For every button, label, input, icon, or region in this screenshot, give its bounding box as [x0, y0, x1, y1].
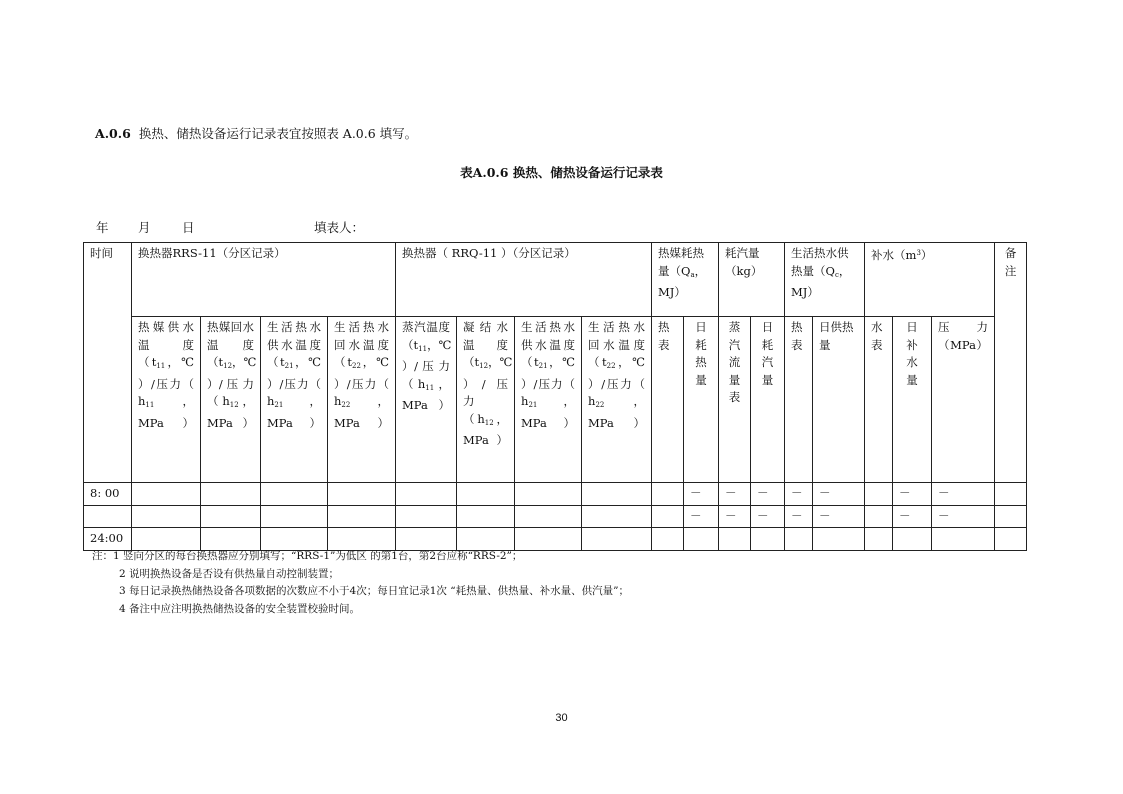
table-row [84, 528, 1027, 551]
header-heat-consumption: 热媒耗热量（$Q_a$，MJ） [652, 243, 719, 317]
row-time: 8: 00 [84, 483, 132, 506]
dash-cell: － [813, 505, 865, 528]
sub-steam-meter: 蒸汽流量表 [719, 317, 751, 483]
sub-pressure: 压 力（MPa） [932, 317, 995, 483]
sub-daily-makeup: 日补水量 [893, 317, 932, 483]
sub-daily-supply: 日供热量 [813, 317, 865, 483]
row-time: 24:00 [84, 528, 132, 551]
dash-cell: － [751, 483, 785, 506]
row-time [84, 505, 132, 528]
header-time: 时间 [84, 243, 132, 483]
header-remark: 备注 [995, 243, 1027, 483]
sub-daily-steam: 日耗汽量 [751, 317, 785, 483]
sub-heat-meter-1: 热表 [652, 317, 684, 483]
dash-cell: － [785, 505, 813, 528]
sub-rrq-condensate: 凝结水温度（$t_{12}$，℃ ）/ 压 力（$h_{12}$，MPa） [457, 317, 515, 483]
dash-cell: － [893, 483, 932, 506]
header-hot-water-supply: 生活热水供热量（$Q_c$，MJ） [785, 243, 865, 317]
dash-cell: － [932, 483, 995, 506]
dash-cell: － [719, 483, 751, 506]
dash-cell: － [893, 505, 932, 528]
page-number: 30 [555, 712, 568, 724]
dash-cell: － [684, 505, 719, 528]
record-table [83, 242, 1027, 551]
dash-cell: － [751, 505, 785, 528]
table-row [84, 483, 1027, 506]
sub-rrs-hot-supply: 生活热水供水温度（$t_{21}$，℃ ）/压力（ $h_{21}$，MPa） [261, 317, 328, 483]
header-makeup-water: 补水$(m^3)$ [865, 243, 995, 317]
sub-water-meter: 水表 [865, 317, 893, 483]
filler-label: 填表人： [314, 220, 365, 235]
dash-cell: － [785, 483, 813, 506]
dash-cell: － [932, 505, 995, 528]
table-row [84, 505, 1027, 528]
year-label: 年 [96, 220, 109, 235]
header-rrs: 换热器RRS-11（分区记录） [132, 243, 396, 317]
sub-rrs-hot-return: 生活热水回水温度（$t_{22}$，℃ ）/压力（ $h_{22}$，MPa） [328, 317, 396, 483]
dash-cell: － [684, 483, 719, 506]
dash-cell: － [719, 505, 751, 528]
month-label: 月 [138, 220, 151, 235]
sub-rrq-steam: 蒸汽温度（$t_{11}$，℃ ）/ 压 力（$h_{11}$，MPa） [396, 317, 457, 483]
header-rrq: 换热器（ RRQ-11 ）（分区记录） [396, 243, 652, 317]
section-number: A.0.6 [95, 126, 131, 141]
table-notes [92, 548, 629, 618]
header-steam-consumption: 耗汽量（kg） [719, 243, 785, 317]
table-title: 表A.0.6 换热、储热设备运行记录表 [460, 165, 663, 180]
sub-heat-meter-2: 热表 [785, 317, 813, 483]
note-3: 3 每日记录换热储热设备各项数据的次数应不小于4次；每日宜记录1次 “耗热量、供热量、补水量、供汽量”； [119, 585, 629, 597]
sub-daily-heat: 日耗热量 [684, 317, 719, 483]
note-1: 注：1 竖向分区的每台换热器应分别填写；“RRS-1”为低区 的第1台，第2台应称“RRS-2”； [92, 550, 523, 562]
dash-cell: － [813, 483, 865, 506]
intro-line [95, 124, 417, 142]
intro-text: 换热、储热设备运行记录表宜按照表 A.0.6 填写。 [138, 126, 418, 141]
sub-rrs-return: 热媒回水温度（$t_{12}$，℃ ）/ 压 力（$h_{12}$，MPa） [201, 317, 261, 483]
sub-rrq-hot-return: 生活热水回水温度（$t_{22}$，℃ ）/压力（ $h_{22}$，MPa） [582, 317, 652, 483]
sub-rrq-hot-supply: 生活热水供水温度（$t_{21}$，℃ ）/压力（ $h_{21}$，MPa） [515, 317, 582, 483]
day-label: 日 [182, 220, 195, 235]
sub-rrs-supply: 热媒供水温度（$t_{11}$，℃ ）/压力（ $h_{11}$，MPa） [132, 317, 201, 483]
note-4: 4 备注中应注明换热储热设备的安全装置校验时间。 [119, 602, 361, 615]
note-2: 2 说明换热设备是否设有供热量自动控制装置； [119, 567, 340, 580]
